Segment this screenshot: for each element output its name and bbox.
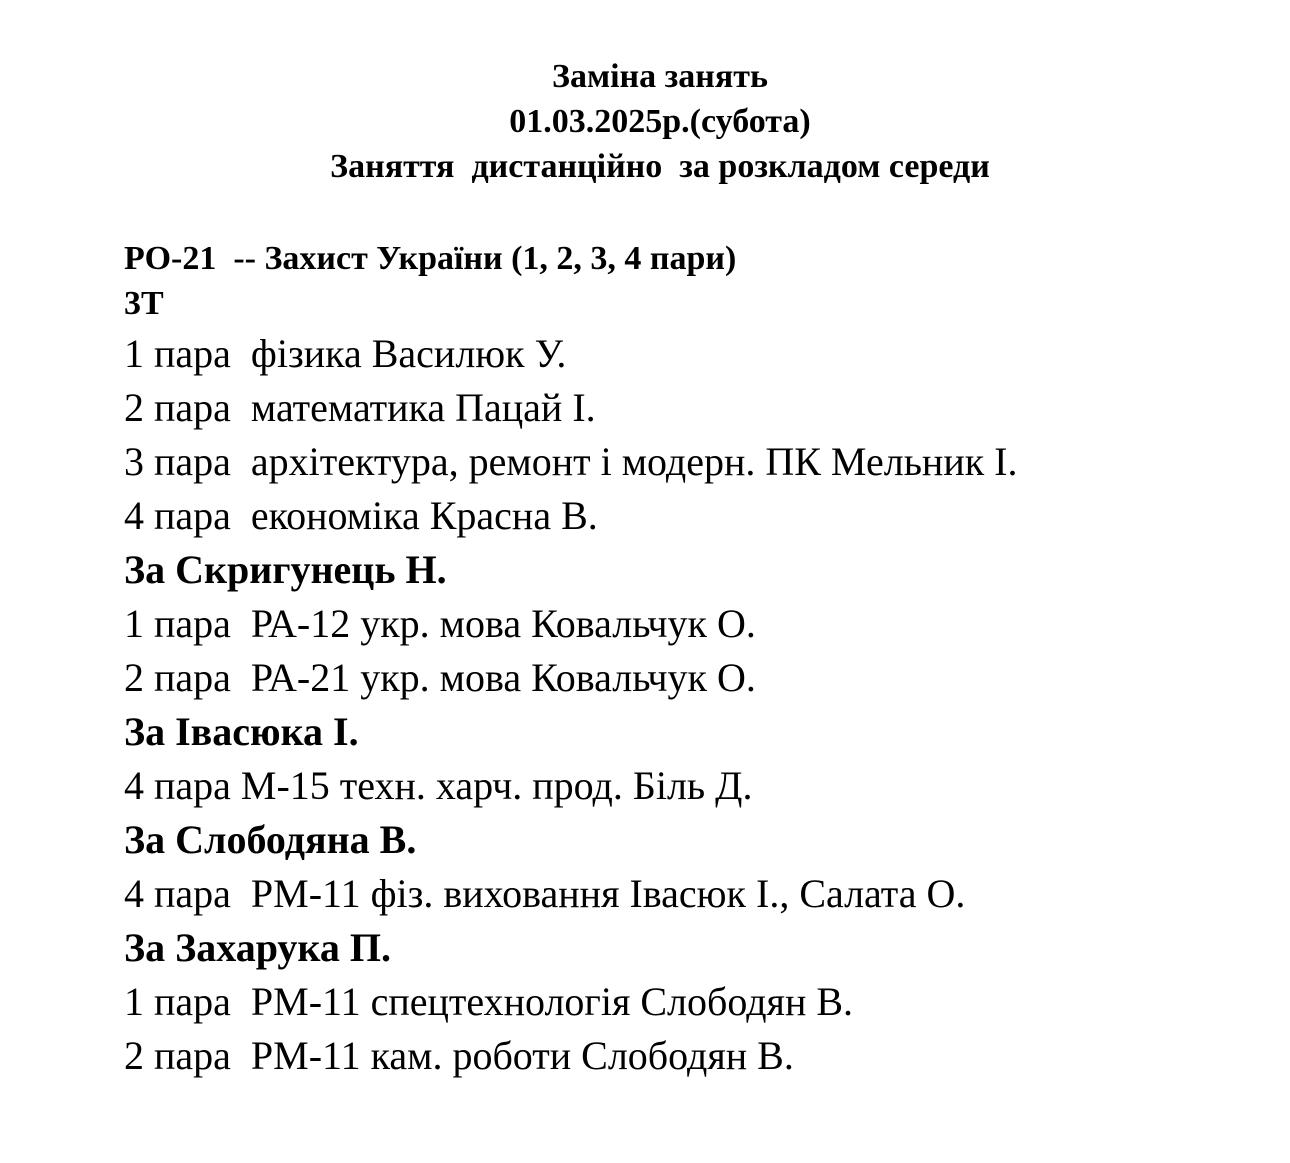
- document-note: Заняття дистанційно за розкладом середи: [330, 148, 990, 185]
- list-item: 1 пара РМ-11 спецтехнологія Слободян В.: [124, 979, 854, 1024]
- list-item: 2 пара РМ-11 кам. роботи Слободян В.: [124, 1033, 794, 1078]
- list-item: 4 пара РМ-11 фіз. виховання Івасюк І., Салата О.: [124, 871, 966, 916]
- list-item: 1 пара РА-12 укр. мова Ковальчук О.: [124, 601, 756, 646]
- replacement-teacher-heading: За Слободяна В.: [124, 817, 417, 862]
- groups-block: [124, 236, 1274, 326]
- replacement-teacher-heading: За Захарука П.: [124, 925, 391, 970]
- document-title: Заміна занять: [552, 58, 768, 95]
- list-item: 2 пара РА-21 укр. мова Ковальчук О.: [124, 655, 756, 700]
- document-date: 01.03.2025р.(субота): [509, 103, 811, 140]
- document-header: [0, 54, 1290, 189]
- replacement-teacher-heading: За Івасюка І.: [124, 709, 359, 754]
- list-item: 1 пара фізика Василюк У.: [124, 331, 567, 376]
- group-ro21-heading: РО-21 -- Захист України (1, 2, 3, 4 пари): [124, 240, 737, 277]
- list-item: 4 пара М-15 техн. харч. прод. Біль Д.: [124, 763, 753, 808]
- list-item: 4 пара економіка Красна В.: [124, 493, 598, 538]
- schedule-list: [124, 327, 1274, 1083]
- group-3t-heading: 3Т: [124, 285, 164, 322]
- replacement-teacher-heading: За Скригунець Н.: [124, 547, 447, 592]
- list-item: 3 пара архітектура, ремонт і модерн. ПК Мельник І.: [124, 439, 1018, 484]
- list-item: 2 пара математика Пацай І.: [124, 385, 596, 430]
